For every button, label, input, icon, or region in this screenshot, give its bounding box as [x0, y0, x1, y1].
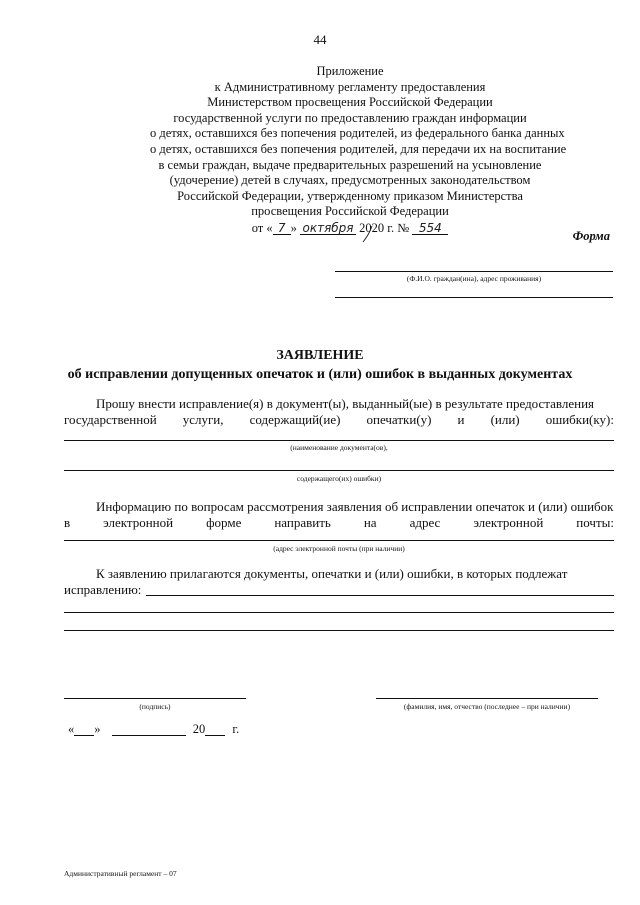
para3-line2: исправлению: [64, 582, 142, 597]
form-label: Форма [572, 229, 610, 243]
year-blank [205, 723, 225, 736]
word: опечатки(у) [366, 412, 432, 427]
appendix-line: (удочерение) детей в случаях, предусмотренных законодательством [169, 173, 531, 188]
date-day: 7 [273, 222, 291, 235]
title-text: ЗАЯВЛЕНИЕ [276, 348, 364, 363]
document-name-line [64, 440, 614, 441]
date-prefix: от « [251, 220, 273, 235]
appendix-line: о детях, оставшихся без попечения родителей, из федерального банка данных [150, 126, 565, 141]
signature-line [64, 698, 246, 699]
attachments-line-2 [64, 612, 614, 613]
full-name-line [376, 698, 598, 699]
year-prefix: 20 [192, 722, 206, 736]
para2-line1: Информацию по вопросам рассмотрения заявления об исправлении опечаток и (или) ошибок [96, 499, 614, 514]
word: государственной [64, 412, 157, 427]
date-month: октября [300, 222, 356, 235]
word: на [363, 515, 377, 530]
applicant-name-line [335, 271, 613, 272]
word: электронной [473, 515, 544, 530]
date-open-quote: « [68, 722, 75, 736]
email-line [64, 540, 614, 541]
email-caption: (адрес электронной почты (при наличии) [273, 544, 405, 553]
word: адрес [409, 515, 441, 530]
applicant-address-line [335, 297, 613, 298]
subtitle-text: об исправлении допущенных опечаток и (или) ошибок в выданных документах [67, 367, 573, 382]
full-name-caption: (фамилия, имя, отчество (последнее – при наличии) [403, 702, 571, 711]
para1-line2 [64, 412, 614, 428]
appendix-line: государственной услуги по предоставлению граждан информации [173, 110, 527, 125]
day-blank [74, 723, 94, 736]
word: (или) [490, 412, 520, 427]
word: почты: [576, 515, 614, 530]
appendix-line: Министерством просвещения Российской Федерации [207, 95, 493, 110]
appendix-line: о детях, оставшихся без попечения родителей, для передачи их на воспитание [150, 141, 567, 156]
para2-line2 [64, 515, 614, 531]
word: форме [206, 515, 242, 530]
footer-text: Административный регламент – 07 [64, 869, 177, 878]
para1-line1: Прошу внести исправление(я) в документ(ы), выданный(ые) в результате предоставления [96, 396, 595, 411]
order-date-line [150, 221, 550, 237]
attachments-line-3 [64, 630, 614, 631]
para3-line1: К заявлению прилагаются документы, опечатки и (или) ошибки, в которых подлежат [96, 566, 568, 581]
statement-title [0, 348, 640, 383]
word: направить [274, 515, 331, 530]
document-name-caption: (наименование документа(ов), [290, 443, 388, 452]
date-mid: » [290, 220, 297, 235]
errors-line [64, 470, 614, 471]
applicant-caption: (Ф.И.О. граждан(ина), адрес проживания) [406, 274, 542, 283]
appendix-line: Российской Федерации, утвержденному приказом Министерства [177, 188, 523, 203]
errors-caption: содержащего(их) ошибки) [296, 474, 382, 483]
appendix-line: Приложение [316, 64, 384, 78]
word: содержащий(ие) [249, 412, 341, 427]
word: услуги, [182, 412, 224, 427]
attachments-line-1 [146, 595, 614, 596]
handwritten-stroke [358, 224, 398, 244]
page-number: 44 [313, 32, 327, 47]
word: ошибки(ку): [545, 412, 614, 427]
appendix-line: к Административному регламенту предоставления [214, 79, 486, 94]
word: электронной [103, 515, 174, 530]
word: и [457, 412, 465, 427]
date-close-quote: » [94, 722, 101, 736]
date-year: 2020 г. № [359, 220, 410, 235]
signature-date [68, 722, 239, 737]
appendix-block [150, 64, 567, 237]
signature-caption: (подпись) [139, 702, 171, 711]
word: в [64, 515, 71, 530]
appendix-line: просвещения Российской Федерации [251, 204, 449, 219]
year-suffix: г. [232, 722, 240, 736]
order-number: 554 [412, 222, 448, 235]
month-blank [112, 723, 186, 736]
appendix-line: в семьи граждан, выдаче предварительных разрешений на усыновление [158, 157, 542, 172]
